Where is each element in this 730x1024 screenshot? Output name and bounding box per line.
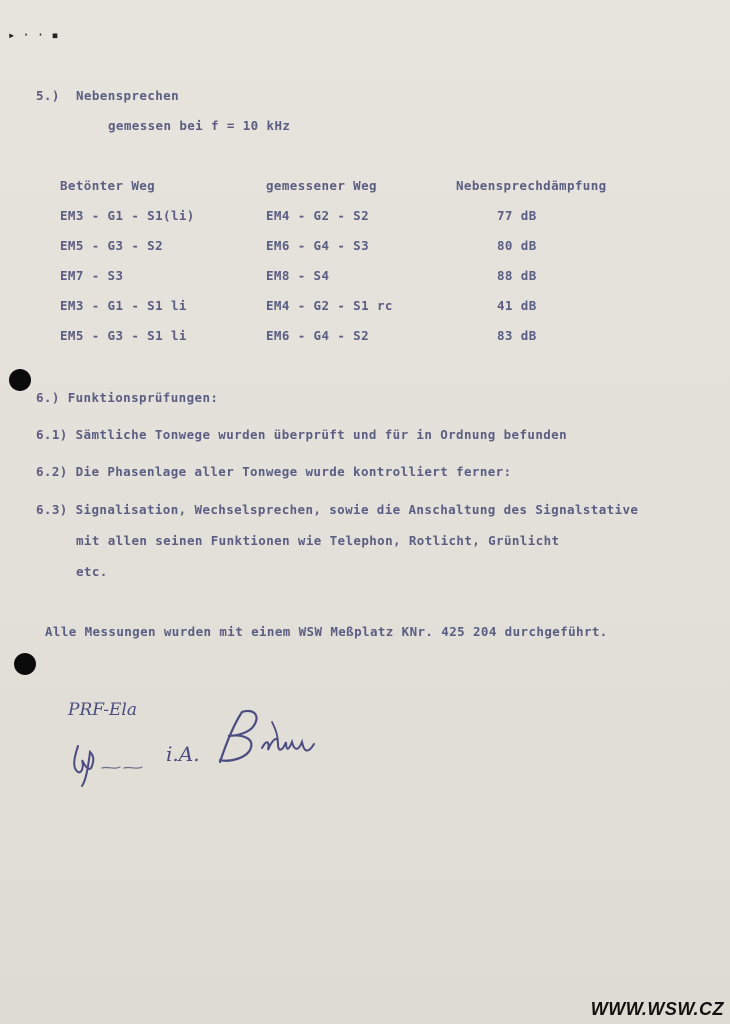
row-source-path: EM3 - G1 - S1 li: [60, 298, 187, 313]
section-6-2: 6.2) Die Phasenlage aller Tonwege wurde kontrolliert ferner:: [36, 464, 512, 479]
row-source-path: EM3 - G1 - S1(li): [60, 208, 195, 223]
row-measured-path: EM8 - S4: [266, 268, 330, 283]
header-crosstalk-attenuation: Nebensprechdämpfung: [456, 178, 607, 193]
initials-signature: [64, 738, 154, 788]
conclusion-statement: Alle Messungen wurden mit einem WSW Meßplatz KNr. 425 204 durchgeführt.: [45, 624, 608, 639]
punch-hole-lower: [14, 653, 36, 675]
department-note: PRF-Ela: [68, 700, 137, 720]
section-5-title: Nebensprechen: [76, 88, 180, 103]
row-attenuation: 77 dB: [497, 208, 537, 223]
measurement-condition: gemessen bei f = 10 kHz: [108, 118, 291, 133]
punch-hole-upper: [9, 369, 31, 391]
row-measured-path: EM6 - G4 - S3: [266, 238, 370, 253]
table-row: [0, 208, 730, 226]
row-source-path: EM7 - S3: [60, 268, 124, 283]
row-source-path: EM5 - G3 - S1 li: [60, 328, 187, 343]
table-row: [0, 328, 730, 346]
row-measured-path: EM6 - G4 - S2: [266, 328, 370, 343]
header-source-path: Betönter Weg: [60, 178, 156, 193]
row-attenuation: 41 dB: [497, 298, 537, 313]
corner-marks: ▸ · · ▪: [8, 28, 59, 42]
section-6-3: 6.3) Signalisation, Wechselsprechen, sowie die Anschaltung des Signalstative: [36, 502, 639, 517]
header-measured-path: gemessener Weg: [266, 178, 377, 193]
main-signature: [212, 704, 324, 774]
row-attenuation: 83 dB: [497, 328, 537, 343]
table-row: [0, 238, 730, 256]
section-6-1: 6.1) Sämtliche Tonwege wurden überprüft und für in Ordnung befunden: [36, 427, 568, 442]
section-6-3-etc: etc.: [76, 564, 108, 579]
row-source-path: EM5 - G3 - S2: [60, 238, 164, 253]
section-5-number: 5.): [36, 88, 60, 103]
signature-prefix: i.A.: [166, 742, 200, 766]
section-6-heading: 6.) Funktionsprüfungen:: [36, 390, 219, 405]
site-watermark: WWW.WSW.CZ: [590, 999, 724, 1019]
row-measured-path: EM4 - G2 - S2: [266, 208, 370, 223]
table-row: [0, 298, 730, 316]
row-attenuation: 80 dB: [497, 238, 537, 253]
row-attenuation: 88 dB: [497, 268, 537, 283]
row-measured-path: EM4 - G2 - S1 rc: [266, 298, 393, 313]
section-6-3-continuation: mit allen seinen Funktionen wie Telephon, Rotlicht, Grünlicht: [76, 533, 560, 548]
table-row: [0, 268, 730, 286]
